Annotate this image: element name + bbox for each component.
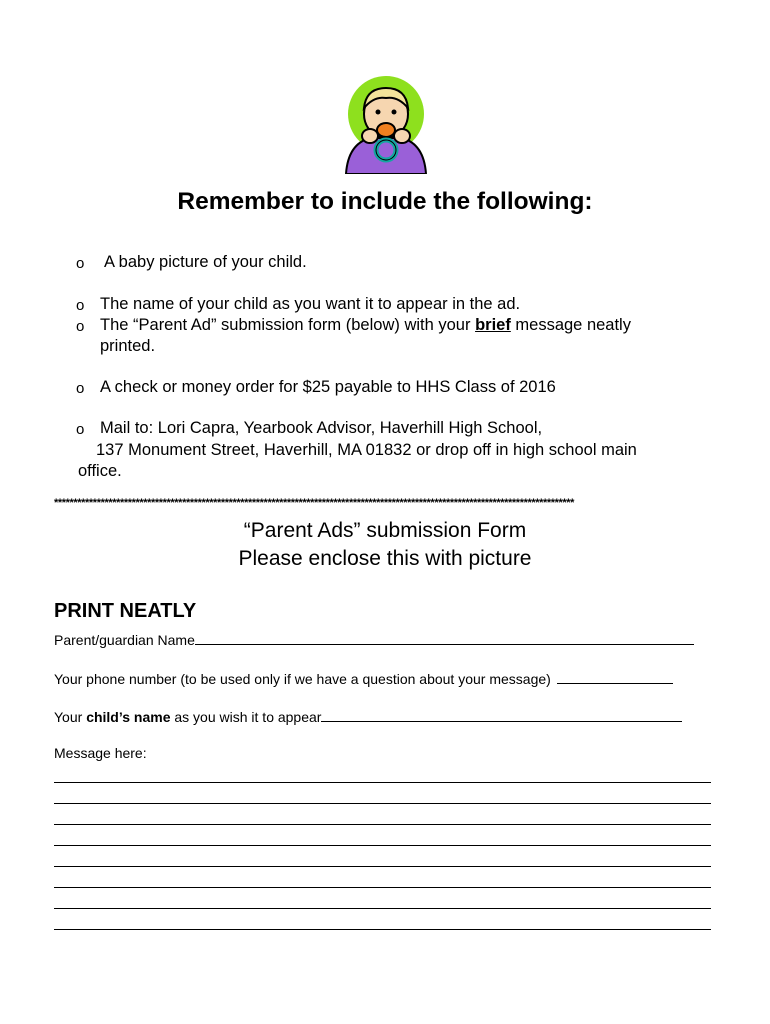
child-name-label-end: as you wish it to appear <box>170 709 322 725</box>
item-text: The “Parent Ad” submission form (below) with your <box>100 316 476 334</box>
checklist-item-mail-line2: 137 Monument Street, Haverhill, MA 01832 or drop off in high school main <box>96 441 637 459</box>
message-line[interactable] <box>54 929 711 930</box>
emphasis-brief: brief <box>475 316 511 334</box>
message-label: Message here: <box>54 745 147 761</box>
baby-with-rattle-icon <box>340 74 432 174</box>
parent-name-label: Parent/guardian Name <box>54 632 195 648</box>
form-subtitle: Please enclose this with picture <box>238 547 532 570</box>
separator: ************************************************************************************************************************************** <box>54 497 575 509</box>
message-line[interactable] <box>54 845 711 846</box>
message-line[interactable] <box>54 782 711 783</box>
message-line[interactable] <box>54 908 711 909</box>
checklist-item-mail-line3: office. <box>78 462 122 480</box>
item-text: message neatly <box>510 316 631 334</box>
child-name-label: Your <box>54 709 87 725</box>
checklist-item-picture: A baby picture of your child. <box>104 253 307 271</box>
checklist-item-name: The name of your child as you want it to appear in the ad. <box>100 295 521 313</box>
checklist-item-form <box>100 315 631 357</box>
bullet: o <box>76 318 85 335</box>
message-line[interactable] <box>54 803 711 804</box>
message-line[interactable] <box>54 866 711 867</box>
phone-field[interactable] <box>54 669 673 687</box>
message-line[interactable] <box>54 824 711 825</box>
phone-line[interactable] <box>557 669 673 684</box>
item-text-continued: printed. <box>100 337 156 355</box>
message-line[interactable] <box>54 887 711 888</box>
parent-name-line[interactable] <box>195 630 694 645</box>
child-name-emphasis: child’s name <box>86 709 171 725</box>
child-name-field[interactable] <box>54 707 682 725</box>
bullet: o <box>76 380 85 397</box>
form-title: “Parent Ads” submission Form <box>243 519 527 542</box>
bullet: o <box>76 297 85 314</box>
parent-name-field[interactable] <box>54 630 694 648</box>
page-title: Remember to include the following: <box>177 188 593 215</box>
checklist-item-payment: A check or money order for $25 payable to HHS Class of 2016 <box>100 378 556 396</box>
checklist-item-mail-line1: Mail to: Lori Capra, Yearbook Advisor, Haverhill High School, <box>100 419 543 437</box>
child-name-line[interactable] <box>321 707 682 722</box>
bullet: o <box>76 255 85 272</box>
print-neatly-heading: PRINT NEATLY <box>54 600 197 622</box>
phone-label: Your phone number (to be used only if we have a question about your message) <box>54 671 551 687</box>
bullet: o <box>76 421 85 438</box>
